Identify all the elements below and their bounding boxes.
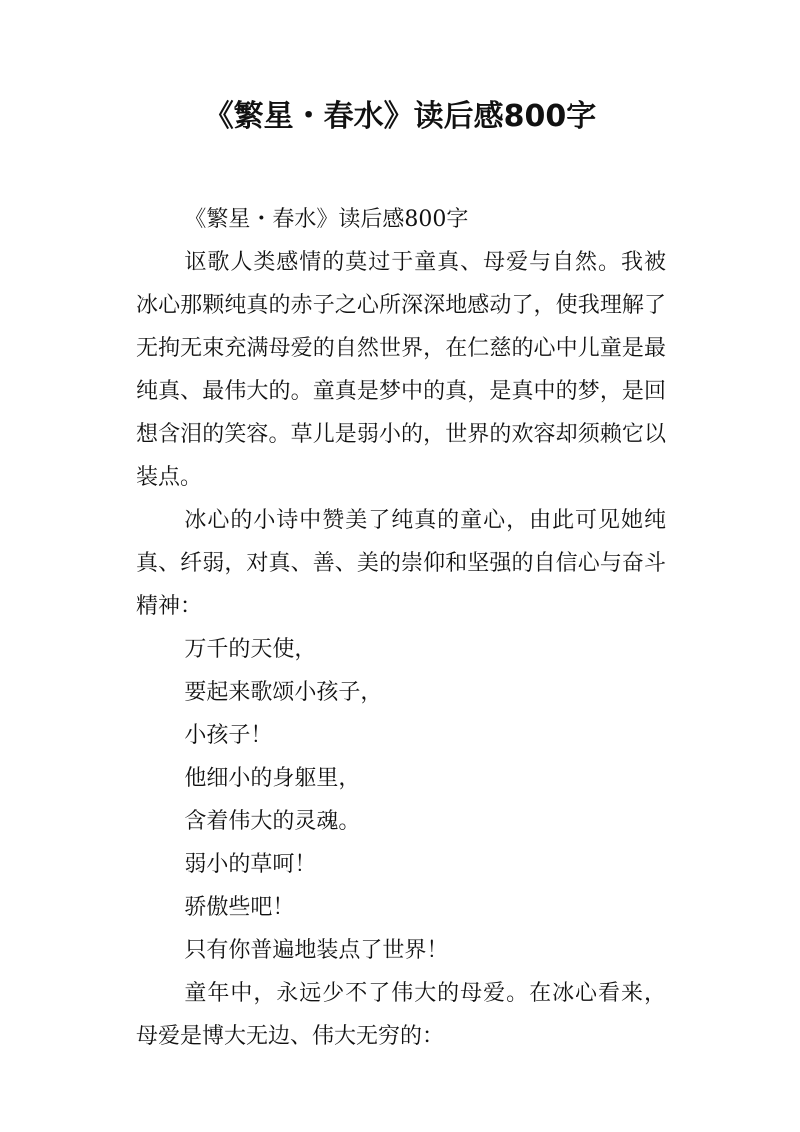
paragraph-childlike-heart: 冰心的小诗中赞美了纯真的童心，由此可见她纯真、纤弱，对真、善、美的崇仰和坚强的自信心与奋斗精神： — [136, 508, 666, 619]
poem-line: 弱小的草呵！ — [184, 852, 317, 877]
document-title: 《繁星・春水》读后感800字 — [203, 99, 597, 134]
poem-line: 他细小的身躯里， — [184, 766, 361, 791]
poem-line: 小孩子！ — [184, 723, 273, 748]
paragraph-subtitle: 《繁星・春水》读后感800字 — [184, 207, 469, 232]
poem-line: 要起来歌颂小孩子， — [184, 680, 383, 705]
paragraph-mother-love: 童年中，永远少不了伟大的母爱。在冰心看来，母爱是博大无边、伟大无穷的： — [136, 981, 666, 1049]
poem-line: 骄傲些吧！ — [184, 895, 295, 920]
poem-line: 含着伟大的灵魂。 — [184, 809, 361, 834]
poem-line: 只有你普遍地装点了世界！ — [184, 938, 449, 963]
poem-line: 万千的天使， — [184, 637, 317, 662]
document-body — [136, 198, 666, 1058]
paragraph-intro: 讴歌人类感情的莫过于童真、母爱与自然。我被冰心那颗纯真的赤子之心所深深地感动了，使我理解了无拘无束充满母爱的自然世界，在仁慈的心中儿童是最纯真、最伟大的。童真是梦中的真，是真中的梦，是回想含泪的笑容。草儿是弱小的，世界的欢容却须赖它以装点。 — [136, 250, 666, 490]
